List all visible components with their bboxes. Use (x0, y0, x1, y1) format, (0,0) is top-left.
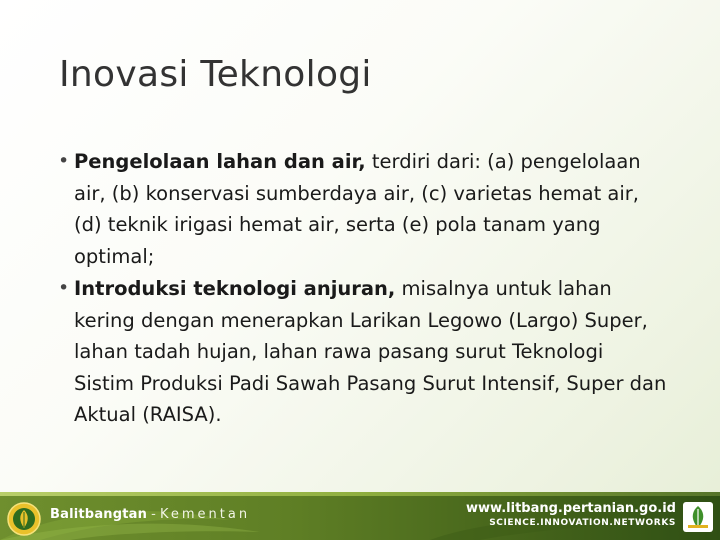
footer-org-rest: Kementan (160, 507, 251, 522)
footer-bar (0, 492, 720, 540)
footer-organization (50, 507, 250, 522)
footer-org-separator: - (151, 507, 156, 522)
kementan-logo-icon (682, 501, 714, 533)
slide-title: Inovasi Teknologi (59, 54, 372, 95)
bullet-body-text: misalnya untuk lahan kering dengan menerapkan Larikan Legowo (Largo) Super, lahan tadah hujan, lahan rawa pasang surut Teknologi Sistim Produksi Padi Sawah Pasang Surut Intensif, Super dan Aktual (RAISA). (74, 277, 667, 426)
bullet-item-pengelolaan (58, 146, 668, 272)
bullet-dot-icon: • (58, 277, 70, 299)
bullet-item-introduksi (58, 273, 668, 431)
bullet-body-text: terdiri dari: (a) pengelolaan air, (b) konservasi sumberdaya air, (c) varietas hemat air, (d) teknik irigasi hemat air, serta (e) pola tanam yang optimal; (74, 150, 641, 268)
bullet-dot-icon: • (58, 150, 70, 172)
footer-url-link[interactable]: www.litbang.pertanian.go.id (466, 501, 676, 516)
footer-org-name: Balitbangtan (50, 507, 148, 522)
balitbangtan-emblem-icon (6, 501, 42, 537)
bullet-lead-text: Pengelolaan lahan dan air, (74, 150, 366, 173)
footer-tagline: SCIENCE.INNOVATION.NETWORKS (489, 518, 676, 528)
footer-website-block (466, 501, 676, 530)
bullet-list (58, 146, 668, 432)
bullet-lead-text: Introduksi teknologi anjuran, (74, 277, 396, 300)
